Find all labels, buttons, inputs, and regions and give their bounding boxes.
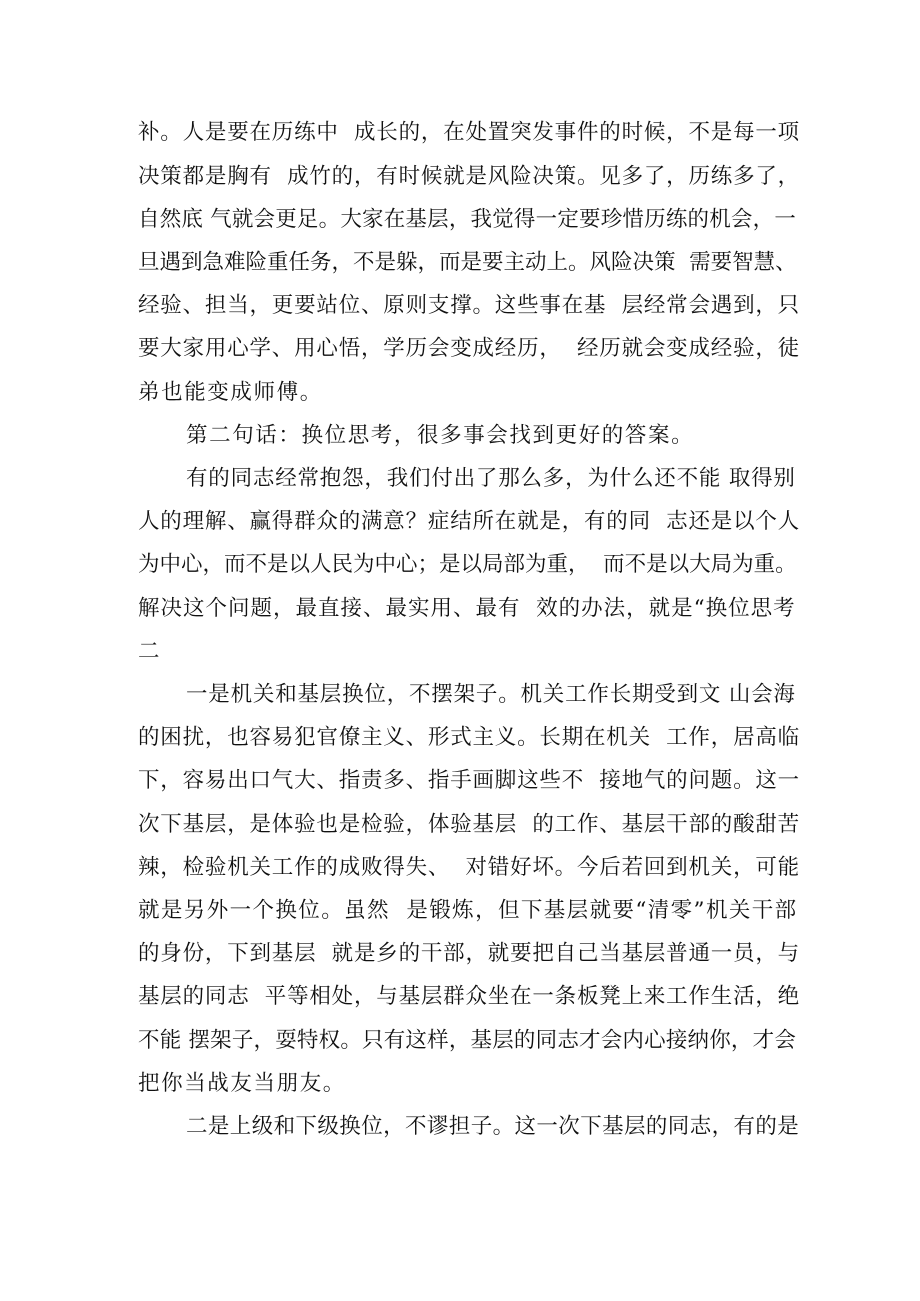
paragraph-2-line-4: 解决这个问题，最直接、最实用、最有 效的办法，就是“换位思考 — [138, 596, 796, 621]
paragraph-1-line-7: 弟也能变成师傅。 — [138, 380, 323, 405]
paragraph-3-line-8: 基层的同志 平等相处，与基层群众坐在一条板凳上来工作生活，绝 — [138, 984, 800, 1009]
paragraph-3-line-3: 下，容易出口气大、指责多、指手画脚这些不 接地气的问题。这一 — [138, 768, 800, 793]
paragraph-3-line-2: 的困扰，也容易犯官僚主义、形式主义。长期在机关 工作，居高临 — [138, 725, 800, 750]
paragraph-3-line-5: 辣，检验机关工作的成败得失、 对错好坏。今后若回到机关，可能 — [138, 855, 800, 880]
paragraph-2-line-3: 为中心，而不是以人民为中心；是以局部为重， 而不是以大局为重。 — [138, 552, 797, 577]
paragraph-3-line-6: 就是另外一个换位。虽然 是锻炼，但下基层就要“清零”机关干部 — [138, 898, 798, 923]
paragraph-1-line-1: 补。人是要在历练中 成长的，在处置突发事件的时候，不是每一项 — [138, 120, 800, 145]
section-heading: 第二句话：换位思考，很多事会找到更好的答案。 — [186, 423, 695, 448]
paragraph-1-line-2: 决策都是胸有 成竹的，有时候就是风险决策。见多了，历练多了， — [138, 164, 800, 189]
paragraph-3-line-1: 一是机关和基层换位，不摆架子。机关工作长期受到文 山会海 — [186, 682, 796, 707]
paragraph-3-line-10: 把你当战友当朋友。 — [138, 1071, 346, 1096]
paragraph-1-line-5: 经验、担当，更要站位、原则支撑。这些事在基 层经常会遇到，只 — [138, 293, 800, 318]
paragraph-2-line-2: 人的理解、赢得群众的满意？症结所在就是，有的同 志还是以个人 — [138, 509, 800, 534]
paragraph-3-line-7: 的身份，下到基层 就是乡的干部，就要把自己当基层普通一员，与 — [138, 941, 800, 966]
paragraph-1-line-6: 要大家用心学、用心悟，学历会变成经历， 经历就会变成经验，徒 — [138, 336, 800, 361]
paragraph-1-line-3: 自然底 气就会更足。大家在基层，我觉得一定要珍惜历练的机会，一 — [138, 207, 797, 232]
paragraph-4-line-1: 二是上级和下级换位，不谬担子。这一次下基层的同志，有的是 — [186, 1114, 800, 1139]
paragraph-2-line-1: 有的同志经常抱怨，我们付出了那么多，为什么还不能 取得别 — [186, 466, 796, 491]
paragraph-3-line-9: 不能 摆架子，耍特权。只有这样，基层的同志才会内心接纳你，才会 — [138, 1028, 797, 1053]
paragraph-1-line-4: 旦遇到急难险重任务，不是躲，而是要主动上。风险决策 需要智慧、 — [138, 250, 797, 275]
paragraph-2-line-5: 二 — [138, 639, 162, 664]
paragraph-3-line-4: 次下基层，是体验也是检验，体验基层 的工作、基层干部的酸甜苦 — [138, 812, 800, 837]
